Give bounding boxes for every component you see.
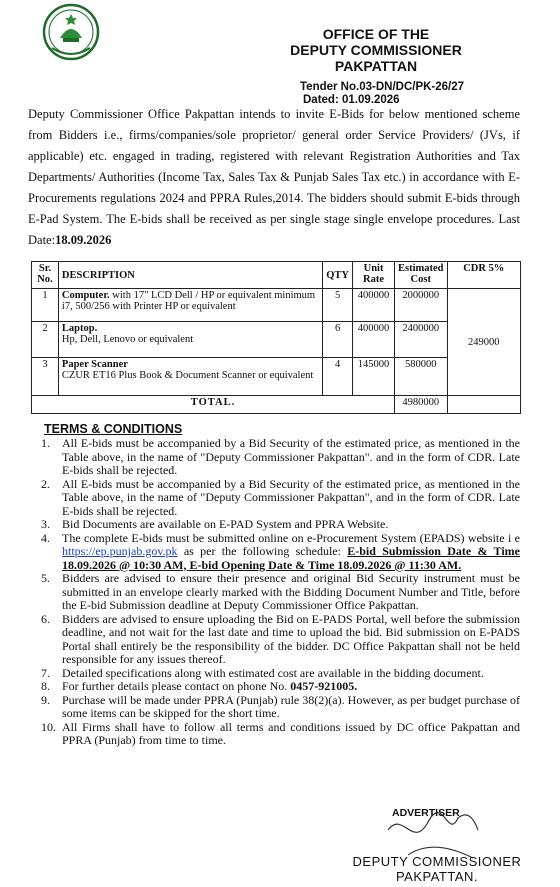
office-line-1: OFFICE OF THE [322,26,430,42]
term-text: All E-bids must be accompanied by a Bid Security of the estimated price, as mentioned in the Table above, in the name of "Deputy Commissioner Pakpattan", and in the form of CDR. Late E-bids shall be rejected. [62,476,520,518]
term-text: Detailed specifications along with estimated cost are available in the bidding document. [62,665,484,680]
list-item [38,694,520,721]
row-2-description [58,322,322,358]
row-1-rate: 400000 [353,289,395,322]
term-number: 8. [41,679,50,693]
list-item [38,680,520,694]
term-text: as per the following schedule: [177,544,348,558]
term-number: 2. [41,476,50,491]
intro-paragraph [28,104,520,251]
row-1-title: Computer. [61,290,110,301]
term-number: 5. [41,571,50,585]
term-number: 7. [41,665,50,680]
table-row [32,289,521,322]
row-1-sr: 1 [32,289,59,322]
office-title [258,26,494,74]
header-sr-no: Sr. No. [32,262,59,289]
header-description: DESCRIPTION [58,262,322,289]
signatory-designation [320,854,554,884]
tender-date: Dated: 01.09.2026 [303,94,400,106]
bid-schedule: E-bid Submission Date & Time 18.09.2026 @ 10:30 AM, E-bid Opening Date & Time 18.09.2026 @ 11:30 AM. [62,544,520,572]
intro-text: Deputy Commissioner Office Pakpattan intends to invite E-Bids for below mentioned scheme from Bidders i.e., firms/companies/sole proprietor/ general order Service Providers/ (JVs, if applicable) etc. engaged in trading, registered with relevant Registration Authorities and Tax Departments/ Authorities (Income Tax, Sales Tax & Punjab Sales Tax etc.) in accordance with E-Procurements regulations 2024 and PPRA Rules,2014. The bidders should submit E-bids through E-Pad System. The E-bids shall be received as per single stage single envelope procedures. Last Date: [28,107,520,247]
office-line-3: PAKPATTAN [334,58,418,74]
term-text: For further details please contact on phone No. [62,679,291,693]
row-2-desc: Hp, Dell, Lenovo or equivalent [61,334,194,345]
last-date: 18.09.2026 [55,233,112,247]
list-item [38,667,520,681]
row-3-rate: 145000 [353,358,395,396]
row-3-desc: CZUR ET16 Plus Book & Document Scanner or equivalent [61,370,314,381]
tender-number: Tender No.03-DN/DC/PK-26/27 [300,81,465,93]
epads-website-link[interactable]: https://ep.punjab.gov.pk [62,544,178,558]
designation-line-1: DEPUTY COMMISSIONER [352,854,522,869]
row-2-qty: 6 [323,322,353,358]
table-total-row [32,396,521,414]
row-1-desc: with 17" LCD Dell / HP or equivalent minimum i7, 500/256 with Printer HP or equivalent [61,290,316,312]
terms-title: TERMS & CONDITIONS [44,422,183,436]
list-item [38,518,520,532]
contact-phone: 0457-921005. [290,679,358,693]
government-of-punjab-emblem-icon [38,2,104,62]
row-2-title: Laptop. [61,323,98,334]
row-1-qty: 5 [323,289,353,322]
term-text: Purchase will be made under PPRA (Punjab) rule 38(2)(a). However, as per budget purchase of some items can be skipped for the short time. [62,692,520,720]
cdr-value: 249000 [447,289,521,396]
list-item [38,437,520,478]
advertiser-label: ADVERTISER [392,807,460,819]
table-header-row [32,262,521,289]
total-label: TOTAL. [32,396,395,414]
term-text: The complete E-bids must be submitted online on e-Procurement System (EPADS) website i e [62,530,520,545]
term-number: 6. [41,611,50,626]
header-unit-rate: Unit Rate [353,262,395,289]
list-item [38,532,520,573]
list-item [38,572,520,613]
term-number: 4. [41,530,50,545]
row-2-rate: 400000 [353,322,395,358]
term-number: 10. [41,719,56,734]
row-3-description [58,358,322,396]
header-estimated-cost: Estimated Cost [395,262,448,289]
items-table [31,261,521,414]
list-item [38,613,520,667]
term-text: Bidders are advised to ensure uploading the Bid on E-PADS Portal, well before the submission deadline, and not wait for the last date and time to upload the bid. Bid submission on E-PADS Portal shall entirely be the responsibility of the bidder. DC Office Pakpattan shall not be held responsible for any issues thereof. [62,611,520,666]
term-number: 9. [41,692,50,707]
term-text: Bidders are advised to ensure their presence and original Bid Security instrument must be submitted in an envelope clearly marked with the Bidding Document Number and Title, before the E-bid Submission deadline at Deputy Commissioner Office Pakpattan. [62,571,520,612]
term-number: 1. [41,436,50,450]
notice-header [0,0,560,106]
designation-line-2: PAKPATTAN. [395,869,479,884]
row-3-qty: 4 [323,358,353,396]
term-text: Bid Documents are available on E-PAD System and PPRA Website. [62,517,389,531]
row-1-cost: 2000000 [395,289,448,322]
list-item [38,478,520,519]
total-empty-cell [447,396,521,414]
office-line-2: DEPUTY COMMISSIONER [290,42,462,58]
row-2-sr: 2 [32,322,59,358]
term-text: All Firms shall have to follow all terms and conditions issued by DC office Pakpattan and PPRA (Punjab) from time to time. [62,719,520,747]
row-3-sr: 3 [32,358,59,396]
row-2-cost: 2400000 [395,322,448,358]
term-text: All E-bids must be accompanied by a Bid Security of the estimated price, as mentioned in the Table above, in the name of "Deputy Commissioner Pakpattan". and in the form of CDR. Late E-bids shall be rejected. [62,436,520,477]
header-cdr: CDR 5% [447,262,521,289]
row-3-title: Paper Scanner [61,359,128,370]
terms-list [38,437,520,748]
row-1-description [58,289,322,322]
term-number: 3. [41,517,50,531]
total-value: 4980000 [395,396,448,414]
row-3-cost: 580000 [395,358,448,396]
list-item [38,721,520,748]
header-qty: QTY [323,262,353,289]
